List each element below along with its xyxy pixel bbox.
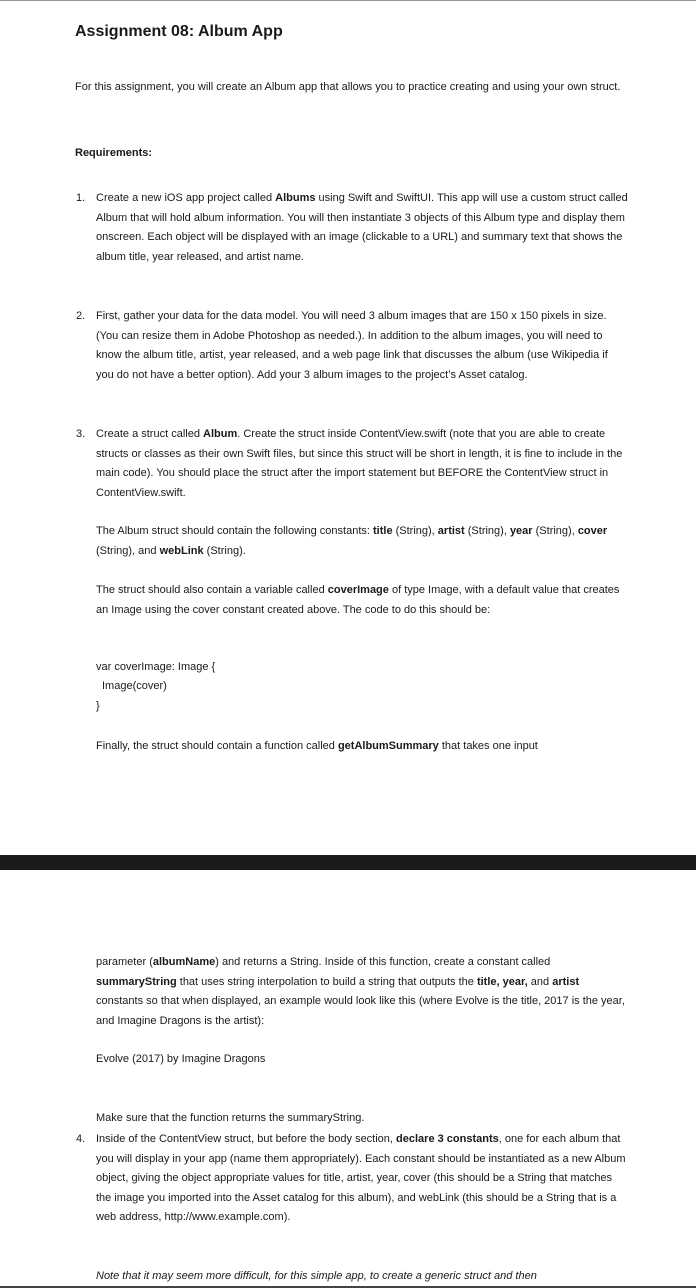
list-number-4: 4. — [76, 1133, 86, 1145]
returns-note: Make sure that the function returns the summaryString. — [96, 1112, 365, 1124]
page-divider — [0, 855, 696, 870]
code-line-1: var coverImage: Image { — [96, 661, 216, 673]
note-paragraph: Note that it may seem more difficult, for this simple app, to create a generic struct and then — [96, 1270, 537, 1282]
list-number-1: 1. — [76, 192, 86, 204]
cover-image-variable-paragraph: The struct should also contain a variable called coverImage of type Image, with a default value that creates an Image using the cover constant created above. The code to do this should be: — [96, 584, 620, 616]
requirement-item-2: First, gather your data for the data model. You will need 3 album images that are 150 x 150 pixels in size. (You can resize them in Adobe Photoshop as needed.). In addition to the album images, you will need to know the album title, artist, year released, and a web page link that discusses the album (use Wikipedia if you do not have a better option). Add your 3 album images to the project’s Asset catalog. — [96, 310, 608, 381]
list-number-2: 2. — [76, 310, 86, 322]
document-title: Assignment 08: Album App — [75, 23, 283, 40]
requirement-item-3: Create a struct called Album. Create the struct inside ContentView.swift (note that you are able to create structs or classes as their own Swift files, but since this struct will be short in length, it is fine to include in the main code). You should place the struct after the import statement but BEFORE the ContentView struct in ContentView.swift. — [96, 428, 623, 499]
example-output: Evolve (2017) by Imagine Dragons — [96, 1053, 266, 1065]
album-constants-paragraph: The Album struct should contain the following constants: title (String), artist (String), year (String), cover (String), and webLink (String). — [96, 525, 608, 557]
function-continuation-paragraph: parameter (albumName) and returns a String. Inside of this function, create a constant called summaryString that uses string interpolation to build a string that outputs the title, year, and artist constants so that when displayed, an example would look like this (where Evolve is the title, 2017 is the year, and Imagine Dragons is the artist): — [96, 956, 625, 1027]
function-paragraph: Finally, the struct should contain a function called getAlbumSummary that takes one input — [96, 740, 538, 752]
list-number-3: 3. — [76, 428, 86, 440]
requirements-heading: Requirements: — [75, 147, 153, 159]
requirement-item-4: Inside of the ContentView struct, but before the body section, declare 3 constants, one for each album that you will display in your app (name them appropriately). Each constant should be instantiated as a new Album object, giving the object appropriate values for title, artist, year, cover (this should be a String that matches the image you imported into the Asset catalog for this album), and webLink (this should be a String that is a web address, http://www.example.com). — [96, 1133, 626, 1223]
requirement-item-1: Create a new iOS app project called Albums using Swift and SwiftUI. This app will use a custom struct called Album that will hold album information. You will then instantiate 3 objects of this Album type and display them onscreen. Each object will be displayed with an image (clickable to a URL) and summary text that shows the album title, year released, and artist name. — [96, 192, 628, 263]
document-page-2 — [0, 870, 696, 1288]
code-line-3: } — [96, 700, 100, 712]
code-line-2: Image(cover) — [102, 680, 167, 692]
intro-paragraph: For this assignment, you will create an Album app that allows you to practice creating and using your own struct. — [75, 81, 621, 93]
